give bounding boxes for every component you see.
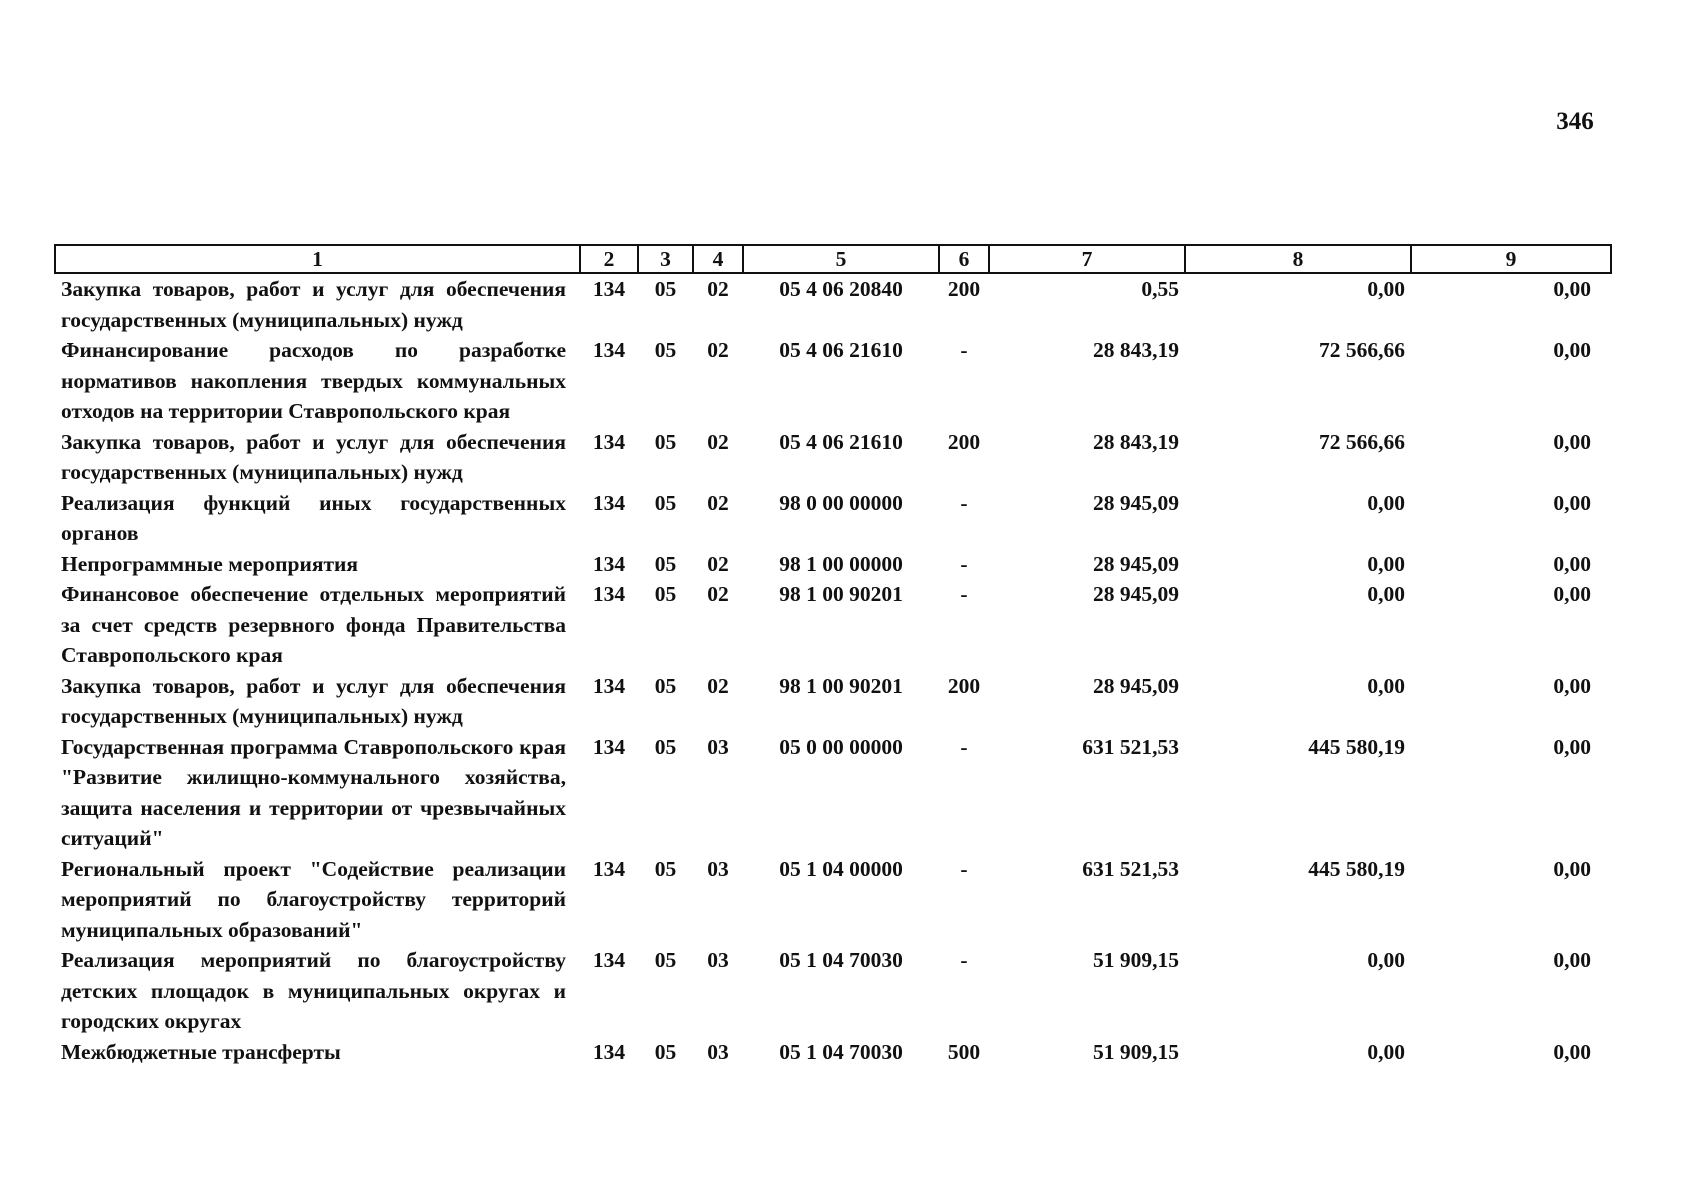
row-amount-col9: 0,00 [1553,582,1591,606]
row-code-ministry: 134 [592,673,626,698]
row-description: Межбюджетные трансферты [61,1039,341,1064]
row-code-expense-type: 500 [947,1039,981,1064]
row-code-section: 05 [654,582,677,606]
row-amount-col9: 0,00 [1553,429,1591,454]
row-code-target: 05 1 04 70030 [779,1039,903,1064]
row-amount-col8: 72 566,66 [1319,338,1405,362]
row-description: Финансовое обеспечение отдельных мероприятий за счет средств резервного фонда Правительства Ставропольского края [61,582,566,667]
row-code-section: 05 [654,277,677,301]
row-code-section: 05 [654,338,677,362]
row-code-section: 05 [654,429,677,454]
header-col-7: 7 [989,245,1185,273]
row-code-subsection: 02 [707,551,729,576]
row-code-expense-type: - [960,490,968,515]
row-description: Финансирование расходов по разработке нормативов накопления твердых коммунальных отходов на территории Ставропольского края [61,338,566,423]
table-row [55,488,1611,549]
row-amount-col7: 28 945,09 [1093,490,1179,515]
table-row [55,335,1611,427]
header-row [55,245,1611,273]
row-code-target: 05 0 00 00000 [779,734,903,759]
row-code-section: 05 [654,673,677,698]
table-row [55,427,1611,488]
row-code-ministry: 134 [592,429,626,454]
row-description: Закупка товаров, работ и услуг для обеспечения государственных (муниципальных) нужд [61,429,566,484]
row-code-ministry: 134 [592,490,626,515]
row-code-ministry: 134 [592,551,626,576]
row-amount-col7: 28 945,09 [1093,673,1179,698]
table-row [55,671,1611,732]
table-row [55,945,1611,1037]
row-description: Государственная программа Ставропольского края "Развитие жилищно-коммунального хозяйства, защита населения и территории от чрезвычайных ситуаций" [61,734,566,850]
row-code-target: 05 1 04 70030 [779,948,903,972]
row-code-ministry: 134 [592,948,626,972]
row-amount-col7: 28 843,19 [1093,338,1179,362]
row-code-ministry: 134 [592,856,626,881]
table-row [55,549,1611,580]
row-amount-col9: 0,00 [1553,338,1591,362]
row-code-subsection: 02 [707,429,729,454]
row-amount-col7: 631 521,53 [1082,734,1179,759]
row-amount-col8: 445 580,19 [1308,856,1405,881]
budget-table [54,244,1612,1067]
header-col-6: 6 [939,245,989,273]
row-code-section: 05 [654,490,677,515]
row-description: Непрограммные мероприятия [61,551,359,576]
row-amount-col9: 0,00 [1553,551,1591,576]
row-amount-col8: 0,00 [1367,582,1405,606]
row-code-section: 05 [654,734,677,759]
page-number: 346 [1556,108,1594,135]
row-code-subsection: 03 [707,856,729,881]
row-code-section: 05 [654,856,677,881]
row-code-section: 05 [654,1039,677,1064]
table-row [55,1037,1611,1068]
row-amount-col8: 445 580,19 [1308,734,1405,759]
row-code-target: 98 1 00 90201 [779,582,903,606]
row-code-subsection: 02 [707,277,729,301]
row-code-expense-type: - [960,734,968,759]
table-row [55,854,1611,946]
row-amount-col9: 0,00 [1553,277,1591,301]
header-col-8: 8 [1185,245,1411,273]
table-header [55,245,1611,273]
row-code-ministry: 134 [592,277,626,301]
row-description: Реализация функций иных государственных органов [61,490,566,545]
row-code-subsection: 02 [707,490,729,515]
table-row [55,273,1611,335]
row-amount-col9: 0,00 [1553,948,1591,972]
row-code-subsection: 02 [707,673,729,698]
row-code-expense-type: - [960,948,968,972]
row-code-subsection: 03 [707,948,729,972]
row-code-target: 98 1 00 90201 [779,673,903,698]
row-code-ministry: 134 [592,734,626,759]
header-col-2: 2 [580,245,638,273]
row-amount-col9: 0,00 [1553,673,1591,698]
header-col-9: 9 [1411,245,1611,273]
row-code-target: 98 1 00 00000 [779,551,903,576]
row-amount-col7: 0,55 [1141,277,1179,301]
row-code-expense-type: - [960,856,968,881]
row-amount-col8: 0,00 [1367,490,1405,515]
row-code-target: 98 0 00 00000 [779,490,903,515]
row-code-section: 05 [654,948,677,972]
row-code-subsection: 02 [707,338,729,362]
row-amount-col7: 631 521,53 [1082,856,1179,881]
row-amount-col7: 28 843,19 [1093,429,1179,454]
row-code-target: 05 4 06 21610 [779,338,903,362]
row-code-ministry: 134 [592,338,626,362]
header-col-3: 3 [638,245,693,273]
row-amount-col7: 28 945,09 [1093,582,1179,606]
row-amount-col8: 0,00 [1367,948,1405,972]
table-row [55,732,1611,854]
row-code-expense-type: - [960,582,968,606]
row-amount-col9: 0,00 [1553,490,1591,515]
row-code-expense-type: 200 [947,429,981,454]
row-amount-col9: 0,00 [1553,1039,1591,1064]
row-amount-col8: 0,00 [1367,673,1405,698]
row-amount-col9: 0,00 [1553,734,1591,759]
table-body [55,273,1611,1067]
row-description: Региональный проект "Содействие реализации мероприятий по благоустройству территорий муниципальных образований" [61,856,566,942]
row-amount-col7: 28 945,09 [1093,551,1179,576]
row-code-subsection: 03 [707,1039,729,1064]
row-amount-col8: 0,00 [1367,277,1405,301]
row-code-expense-type: 200 [947,277,981,301]
table-row [55,579,1611,671]
row-amount-col8: 0,00 [1367,551,1405,576]
row-description: Закупка товаров, работ и услуг для обеспечения государственных (муниципальных) нужд [61,673,566,728]
row-code-subsection: 02 [707,582,729,606]
row-code-expense-type: - [960,551,968,576]
row-amount-col8: 72 566,66 [1319,429,1405,454]
row-code-target: 05 4 06 20840 [779,277,903,301]
row-code-section: 05 [654,551,677,576]
row-code-expense-type: 200 [947,673,981,698]
row-code-target: 05 1 04 00000 [779,856,903,881]
header-col-4: 4 [693,245,743,273]
row-code-subsection: 03 [707,734,729,759]
header-col-1: 1 [55,245,580,273]
row-code-target: 05 4 06 21610 [779,429,903,454]
row-amount-col8: 0,00 [1367,1039,1405,1064]
row-amount-col9: 0,00 [1553,856,1591,881]
row-code-ministry: 134 [592,582,626,606]
row-description: Закупка товаров, работ и услуг для обеспечения государственных (муниципальных) нужд [61,277,566,332]
row-code-expense-type: - [960,338,968,362]
row-code-ministry: 134 [592,1039,626,1064]
row-amount-col7: 51 909,15 [1093,948,1179,972]
row-description: Реализация мероприятий по благоустройству детских площадок в муниципальных округах и городских округах [61,948,566,1033]
row-amount-col7: 51 909,15 [1093,1039,1179,1064]
header-col-5: 5 [743,245,939,273]
